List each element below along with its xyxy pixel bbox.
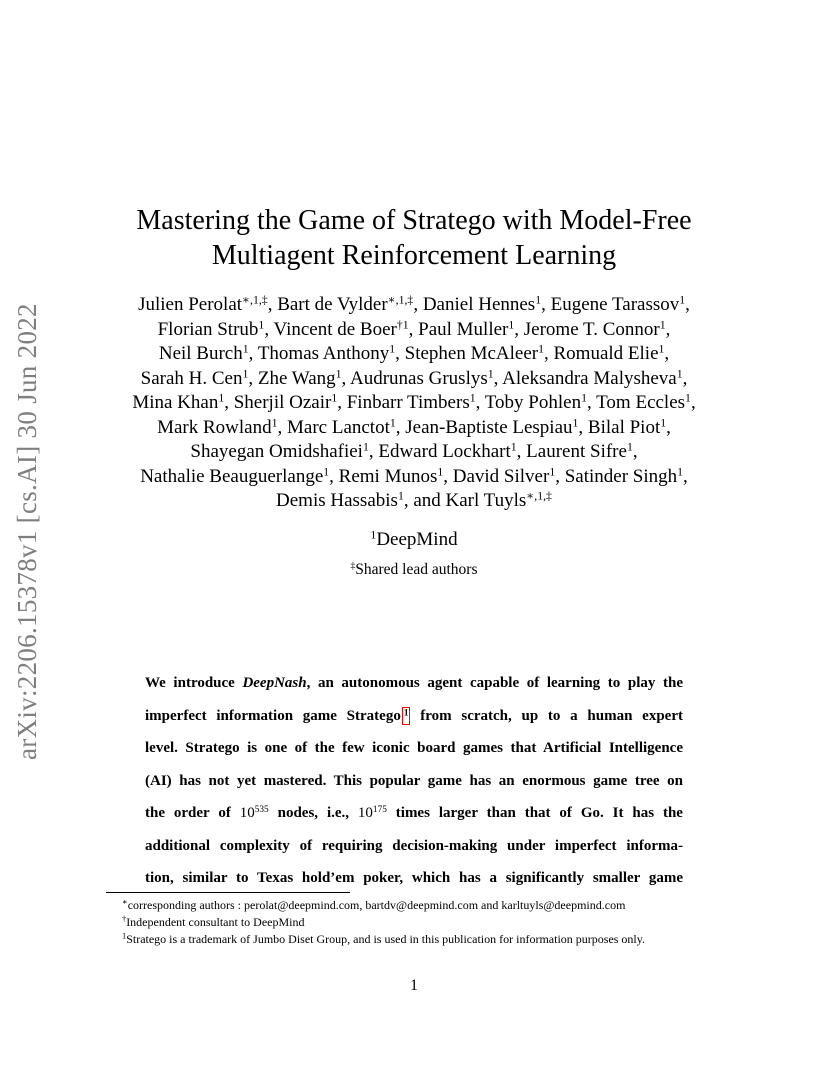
author-separator: , xyxy=(329,465,339,487)
author-line xyxy=(90,416,738,441)
abstract-text: nodes, i.e., xyxy=(268,805,358,821)
footnote-text: Stratego is a trademark of Jumbo Diset Group, and is used in this publication for information purposes only. xyxy=(126,932,645,946)
author-separator: , xyxy=(341,367,350,389)
author-separator: , xyxy=(413,294,423,315)
paper-title xyxy=(60,203,768,273)
author-separator: , xyxy=(264,318,274,340)
author-affiliation-mark: 1 xyxy=(658,342,665,356)
abstract-text: times larger than that of Go. It has the xyxy=(386,805,683,821)
author-name: Jerome T. Connor xyxy=(523,318,660,340)
author-separator: , xyxy=(544,343,554,364)
author-separator: , xyxy=(541,294,551,315)
shared-lead-text: Shared lead authors xyxy=(355,561,478,578)
author-name: Nathalie Beauguerlange xyxy=(140,465,324,487)
author-separator: , xyxy=(277,416,287,438)
math-exponent: 175 xyxy=(372,804,387,815)
footnote-text: corresponding authors : perolat@deepmind.com, bartdv@deepmind.com and karltuyls@deepmind.com xyxy=(127,898,626,912)
affiliation-name: DeepMind xyxy=(376,529,458,550)
title-line-2: Multiagent Reinforcement Learning xyxy=(211,240,617,271)
author-name: Toby Pohlen xyxy=(484,392,582,413)
author-affiliation-mark: 1 xyxy=(685,391,691,405)
abstract-text: , an autonomous agent capable of learning to play the xyxy=(306,675,683,691)
author-separator: , xyxy=(443,465,453,487)
math-base: 10 xyxy=(239,805,255,821)
author-name: Laurent Sifre xyxy=(526,441,627,462)
author-separator: , xyxy=(224,392,234,413)
abstract-line: additional complexity of requiring decision-making under imperfect informa- xyxy=(145,837,683,854)
footnote-mark: † xyxy=(122,914,127,924)
author-name: Daniel Hennes xyxy=(422,294,536,315)
author-separator: , xyxy=(690,392,696,413)
author-separator: , xyxy=(578,416,588,438)
author-name: Sherjil Ozair xyxy=(233,392,332,413)
author-name: Karl Tuyls xyxy=(445,490,527,511)
author-affiliation-mark: 1 xyxy=(397,489,404,503)
author-separator: , xyxy=(683,465,688,487)
author-name: Aleksandra Malysheva xyxy=(502,367,677,389)
author-affiliation-mark: 1 xyxy=(510,440,517,454)
author-affiliation-mark: ∗,1,‡ xyxy=(242,293,268,307)
author-name: Paul Muller xyxy=(418,318,509,340)
author-name: Shayegan Omidshafiei xyxy=(190,441,363,462)
author-affiliation-mark: 1 xyxy=(659,318,666,332)
footnotes xyxy=(122,897,742,948)
author-name: Vincent de Boer xyxy=(273,318,397,340)
author-separator: , xyxy=(267,294,278,315)
author-separator: , xyxy=(248,367,258,389)
footnote-mark: 1 xyxy=(122,931,127,941)
author-name: Jean-Baptiste Lespiau xyxy=(405,416,573,438)
author-name: Neil Burch xyxy=(158,343,243,364)
author-name: Remi Munos xyxy=(338,465,438,487)
author-separator: , xyxy=(516,441,527,462)
footnote-mark: ∗ xyxy=(122,897,128,907)
author-name: Edward Lockhart xyxy=(378,441,511,462)
author-affiliation-mark: 1 xyxy=(487,367,494,381)
abstract-line: tion, similar to Texas hold’em poker, which has a significantly smaller game xyxy=(145,870,683,886)
author-line xyxy=(90,440,738,465)
footnote-text: Independent consultant to DeepMind xyxy=(126,915,305,929)
paper-page: arXiv:2206.15378v1 [cs.AI] 30 Jun 2022 Mastering the Game of Stratego with Model-Free Multiagent Reinforcement Learning Julien Perolat$^{∗,1,\ddagger}$, Bart de Vylder$^{∗,1,\ddagger}$, Daniel Hennes$^1$, Eugene Tarassov$^1$, Florian Strub$^1$, Vincent de Boer$^{\dagger 1}$, Paul Muller$^1$, Jerome T. Connor$^1$, Neil Burch$^1$, Thomas Anthony$^1$, Stephen McAleer$^1$, Romuald Elie$^1$, Sarah H. Cen$^1$, Zhe Wang$^1$, Audrunas Gruslys$^1$, Aleksandra Malysheva$^1$, Mina Khan$^1$, Sherjil Ozair$^1$, Finbarr Timbers$^1$, Toby Pohlen$^1$, Tom Eccles$^1$, Mark Rowland$^1$, Marc Lanctot$^1$, Jean-Baptiste Lespiau$^1$, Bilal Piot$^1$, Shayegan Omidshafiei$^1$, Edward Lockhart$^1$, Laurent Sifre$^1$, Nathalie Beauguerlange$^1$, Remi Munos$^1$, David Silver$^1$, Satinder Singh$^1$, Demis Hassabis$^1$, and Karl Tuyls$^{∗,1,\ddagger}$ $^1$DeepMind ‡Shared lead authors We introduce DeepNash, an autonomous agent capable of learning to play the imperfect information game Stratego $^1$ from scratch, up to a human expert level. Stratego is one of the few iconic board games that Artificial Intelligence (AI) has not yet mastered. This popular game has an enormous game tree on the order of $10^{535}$ nodes, i.e., $10^{175}$ times larger than that of Go. It has the additional complexity of requiring decision-making under imperfect informa- tion, similar to Texas hold’em poker, which has a significantly smaller game ∗corresponding authors : perolat@deepmind.com, bartdv@deepmind.com and karltuyls@deepmind.com †Independent consultant to DeepMind $^1$Stratego is a trademark of Jumbo Diset Group, and is used in this publication for information purposes only. 1 xyxy=(0,0,828,1072)
author-name: Marc Lanctot xyxy=(287,416,390,438)
author-affiliation-mark: ∗,1,‡ xyxy=(387,293,414,307)
agent-name: DeepNash xyxy=(242,675,307,691)
author-affiliation-mark: 1 xyxy=(258,318,265,332)
author-line xyxy=(90,465,738,490)
footnote-consultant xyxy=(122,914,742,931)
author-affiliation-mark: 1 xyxy=(626,440,633,454)
abstract-line xyxy=(145,700,683,733)
author-affiliation-mark: 1 xyxy=(508,318,515,332)
author-affiliation-mark: 1 xyxy=(437,465,444,479)
author-separator: , xyxy=(368,441,379,462)
author-line xyxy=(90,342,738,367)
author-name: Florian Strub xyxy=(157,318,259,340)
author-name: Stephen McAleer xyxy=(404,343,539,364)
author-line xyxy=(90,318,738,343)
author-line xyxy=(90,293,738,318)
author-name: Finbarr Timbers xyxy=(346,392,470,413)
author-name: Mark Rowland xyxy=(157,416,272,438)
author-separator: , xyxy=(586,392,597,413)
author-name: David Silver xyxy=(452,465,550,487)
author-name: Bilal Piot xyxy=(587,416,661,438)
author-separator: , xyxy=(514,318,524,340)
author-separator: , and xyxy=(403,490,446,511)
author-affiliation-mark: 1 xyxy=(271,416,278,430)
abstract-text: from scratch, up to a human expert xyxy=(410,707,683,724)
author-list xyxy=(90,293,738,514)
shared-lead-mark: ‡ xyxy=(350,560,356,572)
author-name: Julien Perolat xyxy=(138,294,243,315)
author-separator: , xyxy=(632,441,638,462)
footnote-rule xyxy=(106,892,350,893)
abstract-line xyxy=(145,667,683,700)
footnote-ref[interactable]: 1 xyxy=(403,707,409,718)
author-name: Bart de Vylder xyxy=(277,294,388,315)
author-affiliation-mark: 1 xyxy=(323,465,330,479)
author-affiliation-mark: 1 xyxy=(677,465,684,479)
author-name: Romuald Elie xyxy=(553,343,659,364)
author-name: Thomas Anthony xyxy=(257,343,390,364)
author-affiliation-mark: 1 xyxy=(389,416,396,430)
abstract-text: the order of xyxy=(145,805,240,821)
author-affiliation-mark: 1 xyxy=(660,416,667,430)
footnote-trademark xyxy=(122,931,742,948)
author-affiliation-mark: 1 xyxy=(535,293,542,307)
author-affiliation-mark: 1 xyxy=(581,391,587,405)
author-affiliation-mark: 1 xyxy=(218,391,225,405)
author-separator: , xyxy=(666,416,671,438)
author-separator: , xyxy=(475,392,485,413)
page-number: 1 xyxy=(410,977,418,994)
affiliation xyxy=(60,529,768,551)
author-name: Zhe Wang xyxy=(257,367,336,389)
author-line xyxy=(90,391,738,416)
author-affiliation-mark: 1 xyxy=(242,342,249,356)
abstract xyxy=(145,667,683,895)
author-affiliation-mark: 1 xyxy=(572,416,579,430)
abstract-text: imperfect information game Stratego xyxy=(145,707,401,724)
author-affiliation-mark: 1 xyxy=(679,293,686,307)
abstract-line: level. Stratego is one of the few iconic board games that Artificial Intelligence xyxy=(145,740,683,756)
author-affiliation-mark: 1 xyxy=(335,367,342,381)
author-separator: , xyxy=(248,343,258,364)
author-affiliation-mark: 1 xyxy=(331,391,338,405)
author-separator: , xyxy=(685,294,690,315)
author-affiliation-mark: 1 xyxy=(469,391,476,405)
author-name: Demis Hassabis xyxy=(276,490,398,511)
author-affiliation-mark: 1 xyxy=(549,465,556,479)
author-affiliation-mark: 1 xyxy=(242,367,249,381)
title-line-1: Mastering the Game of Stratego with Model-Free xyxy=(136,205,692,236)
author-line xyxy=(90,489,738,514)
author-separator: , xyxy=(395,416,406,438)
affiliation-mark: 1 xyxy=(370,528,377,542)
author-affiliation-mark: ∗,1,‡ xyxy=(526,489,552,503)
author-separator: , xyxy=(682,367,688,389)
shared-lead-note xyxy=(60,561,768,579)
author-affiliation-mark: 1 xyxy=(389,342,396,356)
abstract-line xyxy=(145,797,683,830)
abstract-text: We introduce xyxy=(145,675,243,691)
author-name: Eugene Tarassov xyxy=(550,294,680,315)
author-name: Mina Khan xyxy=(132,392,219,413)
author-separator: , xyxy=(665,318,671,340)
author-affiliation-mark: 1 xyxy=(362,440,369,454)
abstract-line: (AI) has not yet mastered. This popular game has an enormous game tree on xyxy=(145,772,683,789)
author-affiliation-mark: 1 xyxy=(676,367,683,381)
math-number xyxy=(240,805,269,821)
math-base: 10 xyxy=(357,805,373,821)
author-name: Satinder Singh xyxy=(564,465,678,487)
author-affiliation-mark: †1 xyxy=(396,318,409,332)
author-separator: , xyxy=(493,367,503,389)
author-separator: , xyxy=(337,392,347,413)
author-name: Sarah H. Cen xyxy=(140,367,243,389)
author-separator: , xyxy=(395,343,405,364)
author-separator: , xyxy=(664,343,670,364)
author-name: Audrunas Gruslys xyxy=(350,367,488,389)
author-separator: , xyxy=(408,318,419,340)
author-name: Tom Eccles xyxy=(596,392,686,413)
math-number xyxy=(358,805,387,821)
footnote-corresponding xyxy=(122,897,742,914)
author-separator: , xyxy=(555,465,565,487)
math-exponent: 535 xyxy=(254,804,269,815)
author-line xyxy=(90,367,738,392)
author-affiliation-mark: 1 xyxy=(538,342,544,356)
